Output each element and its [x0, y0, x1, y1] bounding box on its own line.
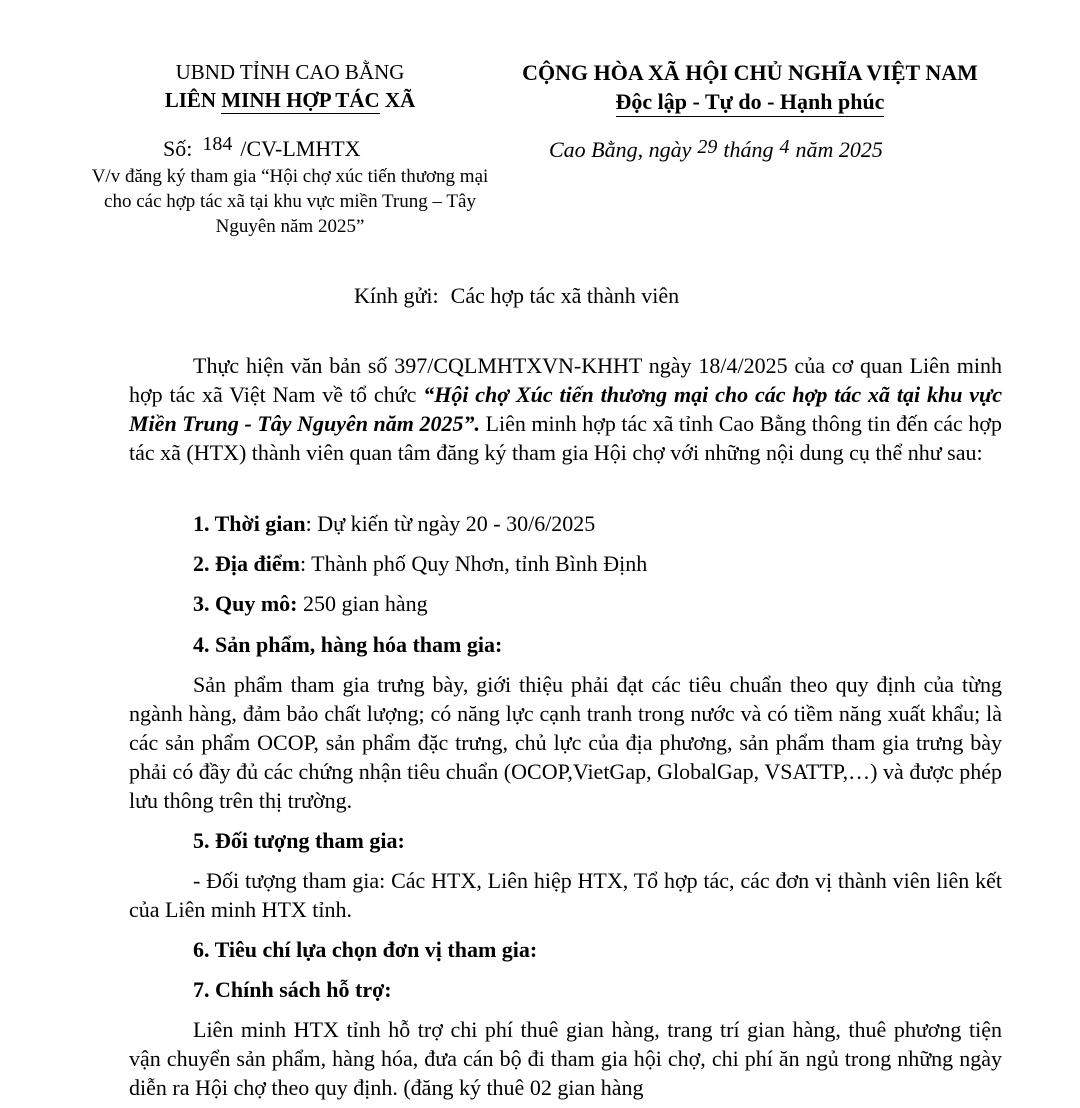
- document-subject: V/v đăng ký tham gia “Hội chợ xúc tiến thương mại cho các hợp tác xã tại khu vực miền Trung – Tây Nguyên năm 2025”: [91, 166, 489, 237]
- document-number: Số: 184 /CV-LMHTX: [163, 133, 361, 161]
- recipient-line: Kính gửi: Các hợp tác xã thành viên: [354, 283, 680, 308]
- section-products-heading: 4. Sản phẩm, hàng hóa tham gia:: [193, 632, 503, 657]
- event-name: “Hội chợ Xúc tiến thương mại cho các hợp tác xã tại khu vực Miền Trung - Tây Nguyên năm 2025”.: [129, 382, 1002, 436]
- section-participants-text: - Đối tượng tham gia: Các HTX, Liên hiệp HTX, Tổ hợp tác, các đơn vị thành viên liên kết của Liên minh HTX tỉnh.: [129, 868, 1002, 922]
- intro-paragraph: Thực hiện văn bản số 397/CQLMHTXVN-KHHT ngày 18/4/2025 của cơ quan Liên minh hợp tác xã Việt Nam về tổ chức “Hội chợ Xúc tiến thương mại cho các hợp tác xã tại khu vực Miền Trung - Tây Nguyên năm 2025”. Liên minh hợp tác xã tỉnh Cao Bằng thông tin đến các hợp tác xã (HTX) thành viên quan tâm đăng ký tham gia Hội chợ với những nội dung cụ thể như sau:: [129, 353, 1002, 465]
- national-title: CỘNG HÒA XÃ HỘI CHỦ NGHĨA VIỆT NAM: [522, 60, 978, 85]
- section-products-text: Sản phẩm tham gia trưng bày, giới thiệu phải đạt các tiêu chuẩn theo quy định của từng ngành hàng, đảm bảo chất lượng; có năng lực cạnh tranh trong nước và có tiềm năng xuất khẩu; là các sản phẩm OCOP, sản phẩm đặc trưng, chủ lực của địa phương, sản phẩm tham gia trưng bày phải có đầy đủ các chứng nhận tiêu chuẩn (OCOP,VietGap, GlobalGap, VSATTP,…) và được phép lưu thông trên thị trường.: [129, 672, 1002, 813]
- section-participants-heading: 5. Đối tượng tham gia:: [193, 828, 405, 853]
- section-location: 2. Địa điểm: Thành phố Quy Nhơn, tỉnh Bình Định: [193, 551, 648, 576]
- national-motto: Độc lập - Tự do - Hạnh phúc: [490, 89, 1010, 115]
- section-scale: 3. Quy mô: 250 gian hàng: [193, 591, 428, 616]
- section-time: 1. Thời gian: Dự kiến từ ngày 20 - 30/6/2025: [193, 511, 596, 536]
- issuing-authority: UBND TỈNH CAO BẰNG: [175, 60, 405, 84]
- document-date: Cao Bằng, ngày 29 tháng 4 năm 2025: [549, 136, 883, 162]
- document-number-value: 184: [202, 133, 233, 155]
- section-criteria-heading: 6. Tiêu chí lựa chọn đơn vị tham gia:: [193, 937, 538, 962]
- section-support-heading: 7. Chính sách hỗ trợ:: [193, 977, 392, 1002]
- section-support-text: Liên minh HTX tỉnh hỗ trợ chi phí thuê gian hàng, trang trí gian hàng, thuê phương tiện vận chuyển sản phẩm, hàng hóa, đưa cán bộ đi tham gia hội chợ, chi phí ăn ngủ trong những ngày diễn ra Hội chợ theo quy định. (đăng ký thuê 02 gian hàng: [129, 1017, 1002, 1100]
- issuing-organization: LIÊN MINH HỢP TÁC XÃ: [164, 88, 416, 112]
